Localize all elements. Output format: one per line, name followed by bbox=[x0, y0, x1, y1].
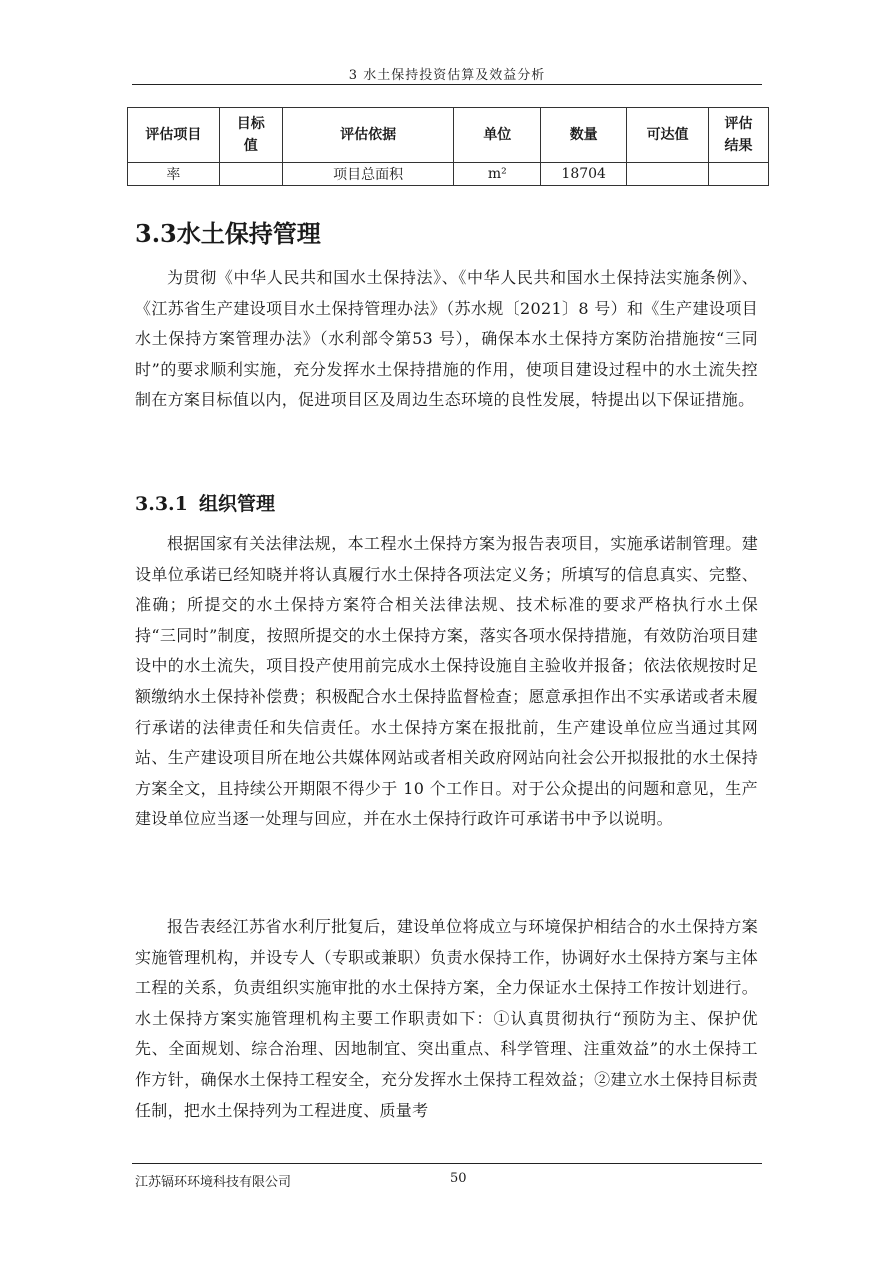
table-header-cell: 评估 结果 bbox=[708, 108, 768, 163]
table-cell bbox=[219, 163, 282, 186]
subsection-title-text: 组织管理 bbox=[199, 493, 276, 515]
table-cell bbox=[708, 163, 768, 186]
body-paragraph: 报告表经江苏省水利厅批复后，建设单位将成立与环境保护相结合的水土保持方案实施管理机构，并设专人（专职或兼职）负责水保持工作，协调好水土保持方案与主体工程的关系，负责组织实施审批的水土保持方案，全力保证水土保持工作按计划进行。水土保持方案实施管理机构主要工作职责如下：①认真贯彻执行“预防为主、保护优先、全面规划、综合治理、因地制宜、突出重点、科学管理、注重效益”的水土保持工作方针，确保水土保持工程安全，充分发挥水土保持工程效益；②建立水土保持目标责任制，把水土保持列为工程进度、质量考 bbox=[135, 917, 758, 1120]
subsection-title bbox=[135, 488, 275, 520]
table-header-cell: 可达值 bbox=[627, 108, 709, 163]
table-cell: 率 bbox=[128, 163, 220, 186]
table-cell: m² bbox=[454, 163, 541, 186]
section-title: 3.3水土保持管理 bbox=[135, 219, 321, 248]
subsection-number: 3.3.1 bbox=[135, 493, 188, 515]
table-header-cell: 评估项目 bbox=[128, 108, 220, 163]
table-header-cell: 评估依据 bbox=[282, 108, 454, 163]
table-cell bbox=[627, 163, 709, 186]
table-row bbox=[128, 163, 769, 186]
table-header-cell: 单位 bbox=[454, 108, 541, 163]
table-cell: 18704 bbox=[541, 163, 627, 186]
assessment-table bbox=[127, 107, 769, 186]
table-header-row bbox=[128, 108, 769, 163]
table-cell: 项目总面积 bbox=[282, 163, 454, 186]
footer-company: 江苏镉环环境科技有限公司 bbox=[135, 1175, 292, 1190]
header-rule bbox=[132, 84, 762, 85]
footer-rule bbox=[132, 1163, 762, 1164]
table-header-cell: 数量 bbox=[541, 108, 627, 163]
section-intro-paragraph: 为贯彻《中华人民共和国水土保持法》、《中华人民共和国水土保持法实施条例》、《江苏省生产建设项目水土保持管理办法》（苏水规〔2021〕8 号）和《生产建设项目水土保持方案管理办法》（水利部令第53 号），确保本水土保持方案防治措施按“三同时”的要求顺利实施，充分发挥水土保持措施的作用，使项目建设过程中的水土流失控制在方案目标值以内，促进项目区及周边生态环境的良性发展，特提出以下保证措施。 bbox=[135, 268, 758, 410]
running-header: 3 水土保持投资估算及效益分析 bbox=[348, 68, 546, 83]
table-header-cell: 目标 值 bbox=[219, 108, 282, 163]
page-number: 50 bbox=[450, 1171, 467, 1186]
body-paragraph: 根据国家有关法律法规，本工程水土保持方案为报告表项目，实施承诺制管理。建设单位承诺已经知晓并将认真履行水土保持各项法定义务；所填写的信息真实、完整、准确；所提交的水土保持方案符合相关法律法规、技术标准的要求严格执行水土保持“三同时”制度，按照所提交的水土保持方案，落实各项水保持措施，有效防治项目建设中的水土流失，项目投产使用前完成水土保持设施自主验收并报备；依法依规按时足额缴纳水土保持补偿费；积极配合水土保持监督检查；愿意承担作出不实承诺或者未履行承诺的法律责任和失信责任。水土保持方案在报批前，生产建设单位应当通过其网站、生产建设项目所在地公共媒体网站或者相关政府网站向社会公开拟报批的水土保持方案全文，且持续公开期限不得少于 10 个工作日。对于公众提出的问题和意见，生产建设单位应当逐一处理与回应，并在水土保持行政许可承诺书中予以说明。 bbox=[135, 534, 758, 829]
